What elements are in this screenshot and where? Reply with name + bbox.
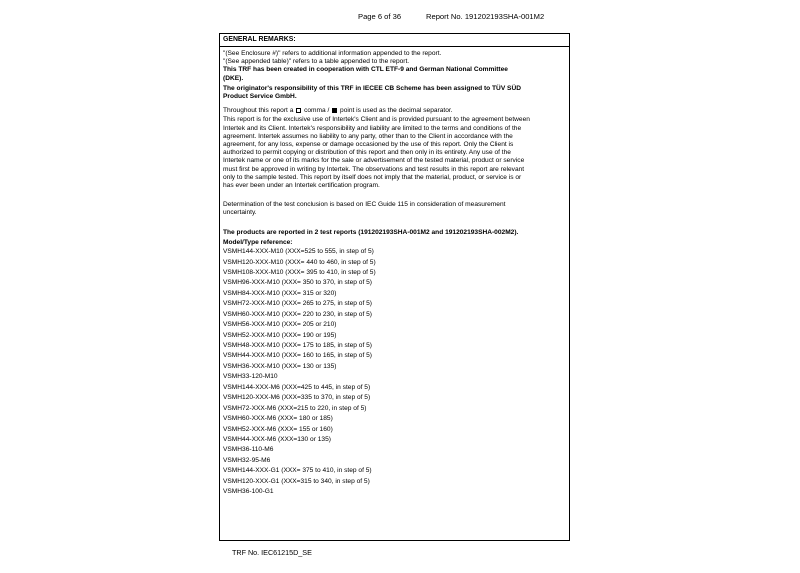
report-number: Report No. 191202193SHA-001M2 <box>426 12 545 21</box>
separator-text-c: point is used as the decimal separator. <box>340 107 453 115</box>
model-item: VSMH60-XXX-M6 (XXX= 180 or 185) <box>223 415 333 423</box>
model-item: VSMH52-XXX-M10 (XXX= 190 or 195) <box>223 331 337 339</box>
model-item: VSMH144-XXX-G1 (XXX= 375 to 410, in step of 5) <box>223 467 372 475</box>
model-list <box>223 247 566 498</box>
model-item: VSMH96-XXX-M10 (XXX= 350 to 370, in step of 5) <box>223 279 372 287</box>
disclaimer-line: authorized to permit copying or distribution of this report and then only in its entirety. Any use of the <box>223 149 511 157</box>
products-reported-line: The products are reported in 2 test reports (191202193SHA-001M2 and 191202193SHA-002M2). <box>223 228 519 236</box>
disclaimer-line: agreement. Intertek assumes no liability to any party, other than to the Client in accordance with the <box>223 132 513 140</box>
disclaimer-line: only to the sample tested. This report by itself does not imply that the material, product, or service is or <box>223 173 522 181</box>
model-item: VSMH60-XXX-M10 (XXX= 220 to 230, in step of 5) <box>223 310 372 318</box>
model-item: VSMH44-XXX-M6 (XXX=130 or 135) <box>223 435 331 443</box>
disclaimer-line: Intertek and its Client. Intertek's responsibility and liability are limited to the terms and conditions of the <box>223 124 522 132</box>
model-type-label: Model/Type reference: <box>223 238 293 246</box>
model-item: VSMH108-XXX-M10 (XXX= 395 to 410, in step of 5) <box>223 268 376 276</box>
general-remarks-box <box>219 33 570 541</box>
determination-line-1: Determination of the test conclusion is based on IEC Guide 115 in consideration of measurement <box>223 201 506 209</box>
enclosure-remark: "(See Enclosure #)" refers to additional information appended to the report. <box>223 50 442 57</box>
disclaimer-line: This report is for the exclusive use of Intertek's Client and is provided pursuant to the agreement between <box>223 116 530 124</box>
model-item: VSMH52-XXX-M6 (XXX= 155 or 160) <box>223 425 333 433</box>
model-item: VSMH32-95-M6 <box>223 456 271 464</box>
model-item: VSMH120-XXX-M6 (XXX=335 to 370, in step of 5) <box>223 394 371 402</box>
disclaimer-paragraph <box>223 116 566 190</box>
unchecked-checkbox-icon <box>296 108 301 113</box>
section-title: GENERAL REMARKS: <box>220 34 569 47</box>
model-item: VSMH36-XXX-M10 (XXX= 130 or 135) <box>223 362 337 370</box>
model-item: VSMH144-XXX-M6 (XXX=425 to 445, in step of 5) <box>223 383 371 391</box>
model-item: VSMH36-110-M6 <box>223 446 274 454</box>
separator-text-b: comma / <box>304 107 330 115</box>
trf-cooperation-line-1: This TRF has been created in cooperation with CTL ETF-9 and German National Committee <box>223 66 508 74</box>
disclaimer-line: Intertek name or one of its marks for the sale or advertisement of the tested material, product or service <box>223 157 525 165</box>
model-item: VSMH36-100-G1 <box>223 488 274 496</box>
page-header <box>0 12 800 24</box>
model-item: VSMH33-120-M10 <box>223 373 278 381</box>
trf-number-footer: TRF No. IEC61215D_SE <box>232 548 312 557</box>
decimal-separator-note <box>223 107 566 115</box>
model-item: VSMH56-XXX-M10 (XXX= 205 or 210) <box>223 321 337 329</box>
appended-table-remark: "(See appended table)" refers to a table appended to the report. <box>223 58 410 66</box>
model-item: VSMH72-XXX-M10 (XXX= 265 to 275, in step of 5) <box>223 300 372 308</box>
remarks-content <box>220 47 569 498</box>
checked-checkbox-icon <box>332 108 337 113</box>
separator-text-a: Throughout this report a <box>223 107 294 115</box>
trf-cooperation-line-2: (DKE). <box>223 74 244 82</box>
determination-line-2: uncertainty. <box>223 209 257 217</box>
model-item: VSMH120-XXX-G1 (XXX=315 to 340, in step of 5) <box>223 477 370 485</box>
model-item: VSMH84-XXX-M10 (XXX= 315 or 320) <box>223 289 337 297</box>
model-item: VSMH72-XXX-M6 (XXX=215 to 220, in step of 5) <box>223 404 367 412</box>
originator-line-2: Product Service GmbH. <box>223 93 297 101</box>
page-number: Page 6 of 36 <box>358 12 402 21</box>
disclaimer-line: has ever been under an Intertek certification program. <box>223 182 380 190</box>
disclaimer-line: must first be approved in writing by Intertek. The observations and test results in this report are relevant <box>223 165 525 173</box>
model-item: VSMH144-XXX-M10 (XXX=525 to 555, in step of 5) <box>223 248 374 256</box>
disclaimer-line: agreement, for any loss, expense or damage occasioned by the use of this report. Only the Client is <box>223 141 514 149</box>
model-item: VSMH120-XXX-M10 (XXX= 440 to 460, in step of 5) <box>223 258 376 266</box>
originator-line-1: The originator's responsibility of this TRF in IECEE CB Scheme has been assigned to TÜV SÜD <box>223 84 521 92</box>
model-item: VSMH48-XXX-M10 (XXX= 175 to 185, in step of 5) <box>223 342 372 349</box>
model-item: VSMH44-XXX-M10 (XXX= 160 to 165, in step of 5) <box>223 352 372 360</box>
